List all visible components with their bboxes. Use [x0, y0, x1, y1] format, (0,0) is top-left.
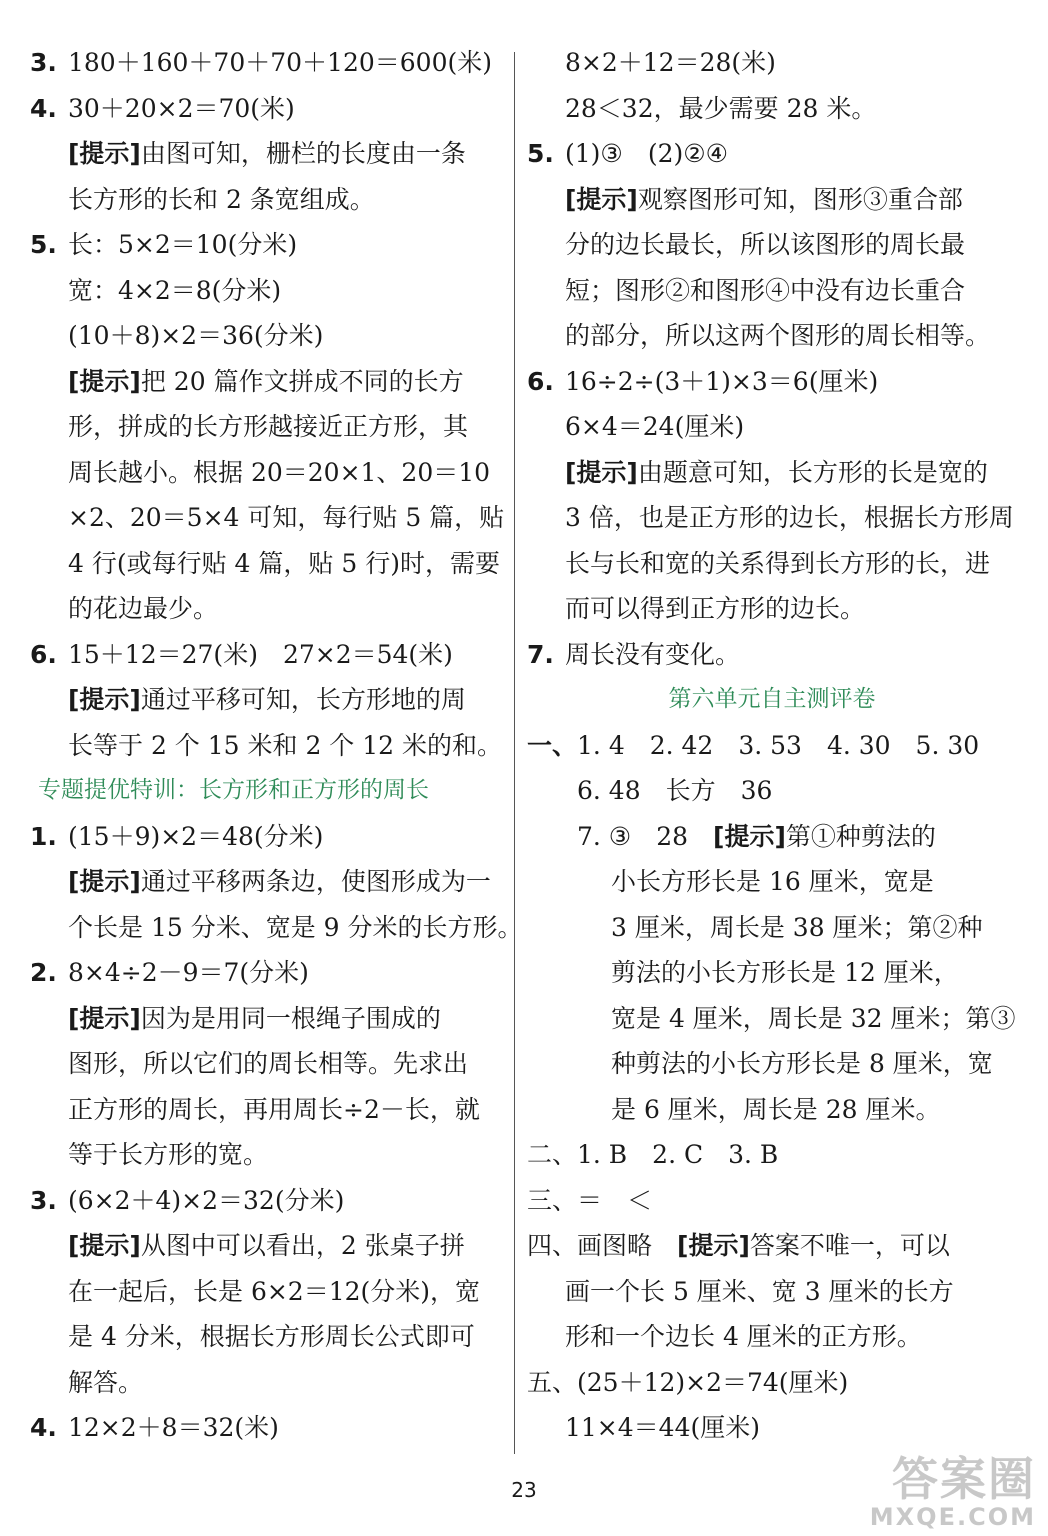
hint-line: 而可以得到正方形的边长。 [565, 594, 866, 623]
test-title: 第六单元自主测评卷 [668, 686, 876, 712]
answer-line [527, 723, 1017, 769]
answer-line: 五、(25＋12)×2＝74(厘米) [527, 1367, 849, 1397]
item-number: 6. [30, 639, 57, 669]
hint-label: [提示] [68, 139, 141, 168]
answer-text: 长：5×2＝10(分米) [68, 230, 298, 259]
answer-line: 11×4＝44(厘米) [565, 1413, 760, 1442]
answer-line [527, 1223, 1017, 1269]
answer-text: 8×4÷2－9＝7(分米) [68, 958, 309, 987]
item-number: 1. [30, 821, 57, 851]
hint-label: [提示] [565, 457, 638, 487]
hint-line: 解答。 [68, 1367, 144, 1397]
answer-line [30, 86, 505, 132]
answer-text: 16÷2÷(3＋1)×3＝6(厘米) [565, 366, 879, 396]
watermark-logo: 答案圈 [892, 1452, 1036, 1506]
hint-line: 4 行(或每行贴 4 篇，贴 5 行)时，需要 [68, 548, 500, 578]
answer-line [30, 950, 505, 996]
answer-line: 二、1. B 2. C 3. B [527, 1140, 779, 1169]
hint-text: 从图中可以看出，2 张桌子拼 [140, 1231, 465, 1260]
hint-line: 是 6 厘米，周长是 28 厘米。 [611, 1094, 941, 1124]
hint-label: [提示] [68, 685, 141, 714]
item-number: 2. [30, 958, 57, 987]
answer-line [527, 131, 1017, 177]
hint-label: [提示] [68, 1003, 141, 1033]
hint-label: [提示] [68, 366, 141, 396]
item-number: 5. [527, 139, 554, 168]
item-number: 6. [527, 366, 554, 396]
hint-label: [提示] [713, 821, 786, 851]
hint-line: 等于长方形的宽。 [68, 1140, 269, 1169]
hint-line: 形，拼成的长方形越接近正方形，其 [68, 412, 469, 441]
hint-text: 观察图形可知，图形③重合部 [637, 184, 963, 214]
watermark-url: MXQE.COM [869, 1503, 1036, 1531]
hint-line [30, 859, 505, 905]
item-number: 4. [30, 1413, 57, 1442]
hint-line: ×2、20＝5×4 可知，每行贴 5 篇，贴 [68, 503, 505, 532]
hint-line: 正方形的周长，再用周长÷2－长，就 [68, 1094, 480, 1124]
answer-line: 28＜32，最少需要 28 米。 [565, 93, 877, 123]
item-number: 7. [527, 639, 554, 669]
left-column [30, 40, 523, 1451]
hint-line [30, 677, 505, 723]
page-number: 23 [511, 1478, 537, 1502]
item-number: 4. [30, 93, 57, 123]
part-label: 一、 [527, 730, 578, 760]
hint-line: 3 倍，也是正方形的边长，根据长方形周 [565, 503, 1014, 532]
hint-line [30, 1223, 505, 1269]
answer-text: (1)③ (2)②④ [565, 139, 729, 168]
watermark [870, 1454, 1036, 1530]
item-number: 3. [30, 48, 57, 77]
answer-text: 180＋160＋70＋70＋120＝600(米) [68, 48, 492, 77]
answer-text: (6×2＋4)×2＝32(分米) [68, 1185, 345, 1215]
hint-line: 长等于 2 个 15 米和 2 个 12 米的和。 [68, 730, 503, 760]
answer-line [527, 632, 1017, 678]
answer-line [30, 40, 505, 86]
answer-text: 1. 4 2. 42 3. 53 4. 30 5. 30 [577, 730, 980, 760]
hint-line: 图形，所以它们的周长相等。先求出 [68, 1049, 469, 1078]
answer-line [30, 632, 505, 678]
hint-text: 把 20 篇作文拼成不同的长方 [140, 366, 464, 396]
answer-line [30, 222, 505, 268]
hint-line [527, 177, 1017, 223]
answer-line: 8×2＋12＝28(米) [565, 48, 776, 77]
hint-line: 形和一个边长 4 厘米的正方形。 [565, 1322, 922, 1351]
hint-line: 长方形的长和 2 条宽组成。 [68, 184, 375, 214]
hint-line: 宽是 4 厘米，周长是 32 厘米；第③ [611, 1003, 1016, 1033]
answer-text: 7. ③ 28 [577, 821, 689, 851]
answer-text: (15＋9)×2＝48(分米) [68, 821, 324, 851]
hint-label: [提示] [68, 867, 141, 896]
hint-text: 由图可知，栅栏的长度由一条 [140, 139, 466, 168]
answer-line: 三、＝ ＜ [527, 1185, 653, 1215]
hint-line [30, 996, 505, 1042]
item-number: 3. [30, 1185, 57, 1215]
hint-text: 通过平移可知，长方形地的周 [140, 685, 466, 714]
hint-text: 第①种剪法的 [785, 821, 936, 851]
hint-text: 由题意可知，长方形的长是宽的 [637, 457, 988, 487]
hint-label: [提示] [677, 1231, 750, 1260]
hint-line: 个长是 15 分米、宽是 9 分米的长方形。 [68, 912, 523, 942]
answer-line: 6. 48 长方 36 [577, 776, 773, 805]
hint-line: 长与长和宽的关系得到长方形的长，进 [565, 548, 991, 578]
answer-text: 四、画图略 [527, 1231, 653, 1260]
hint-line: 画一个长 5 厘米、宽 3 厘米的长方 [565, 1276, 954, 1306]
answer-line [30, 1178, 505, 1224]
answer-line: 宽：4×2＝8(分米) [68, 275, 282, 305]
answer-line: (10＋8)×2＝36(分米) [68, 321, 324, 350]
hint-line: 的花边最少。 [68, 594, 219, 623]
answer-text: 12×2＋8＝32(米) [68, 1413, 279, 1442]
answer-text: 周长没有变化。 [565, 639, 741, 669]
column-divider [514, 52, 515, 1454]
hint-line: 种剪法的小长方形长是 8 厘米，宽 [611, 1049, 993, 1078]
hint-label: [提示] [565, 184, 638, 214]
hint-line: 是 4 分米，根据长方形周长公式即可 [68, 1322, 475, 1351]
hint-line: 3 厘米，周长是 38 厘米；第②种 [611, 912, 983, 942]
hint-text: 因为是用同一根绳子围成的 [140, 1003, 441, 1033]
answer-line [30, 814, 505, 860]
hint-line: 周长越小。根据 20＝20×1、20＝10 [68, 457, 491, 487]
right-column [527, 40, 1017, 1451]
hint-text: 答案不唯一，可以 [749, 1231, 950, 1260]
hint-line [527, 450, 1017, 496]
answer-line [527, 814, 1017, 860]
answer-text: 30＋20×2＝70(米) [68, 93, 295, 123]
hint-line: 剪法的小长方形长是 12 厘米， [611, 958, 959, 987]
answer-line [30, 1405, 505, 1451]
hint-line: 小长方形长是 16 厘米，宽是 [611, 867, 934, 896]
item-number: 5. [30, 230, 57, 259]
answer-line [527, 359, 1017, 405]
hint-line: 的部分，所以这两个图形的周长相等。 [565, 321, 991, 350]
answer-line: 6×4＝24(厘米) [565, 412, 745, 441]
hint-text: 通过平移两条边，使图形成为一 [140, 867, 491, 896]
hint-line: 分的边长最长，所以该图形的周长最 [565, 230, 966, 259]
answer-text: 15＋12＝27(米) 27×2＝54(米) [68, 639, 453, 669]
hint-line [30, 359, 505, 405]
hint-line: 短；图形②和图形④中没有边长重合 [565, 275, 966, 305]
hint-line [30, 131, 505, 177]
hint-line: 在一起后，长是 6×2＝12(分米)，宽 [68, 1276, 481, 1306]
hint-label: [提示] [68, 1231, 141, 1260]
section-title: 专题提优特训：长方形和正方形的周长 [38, 777, 429, 803]
